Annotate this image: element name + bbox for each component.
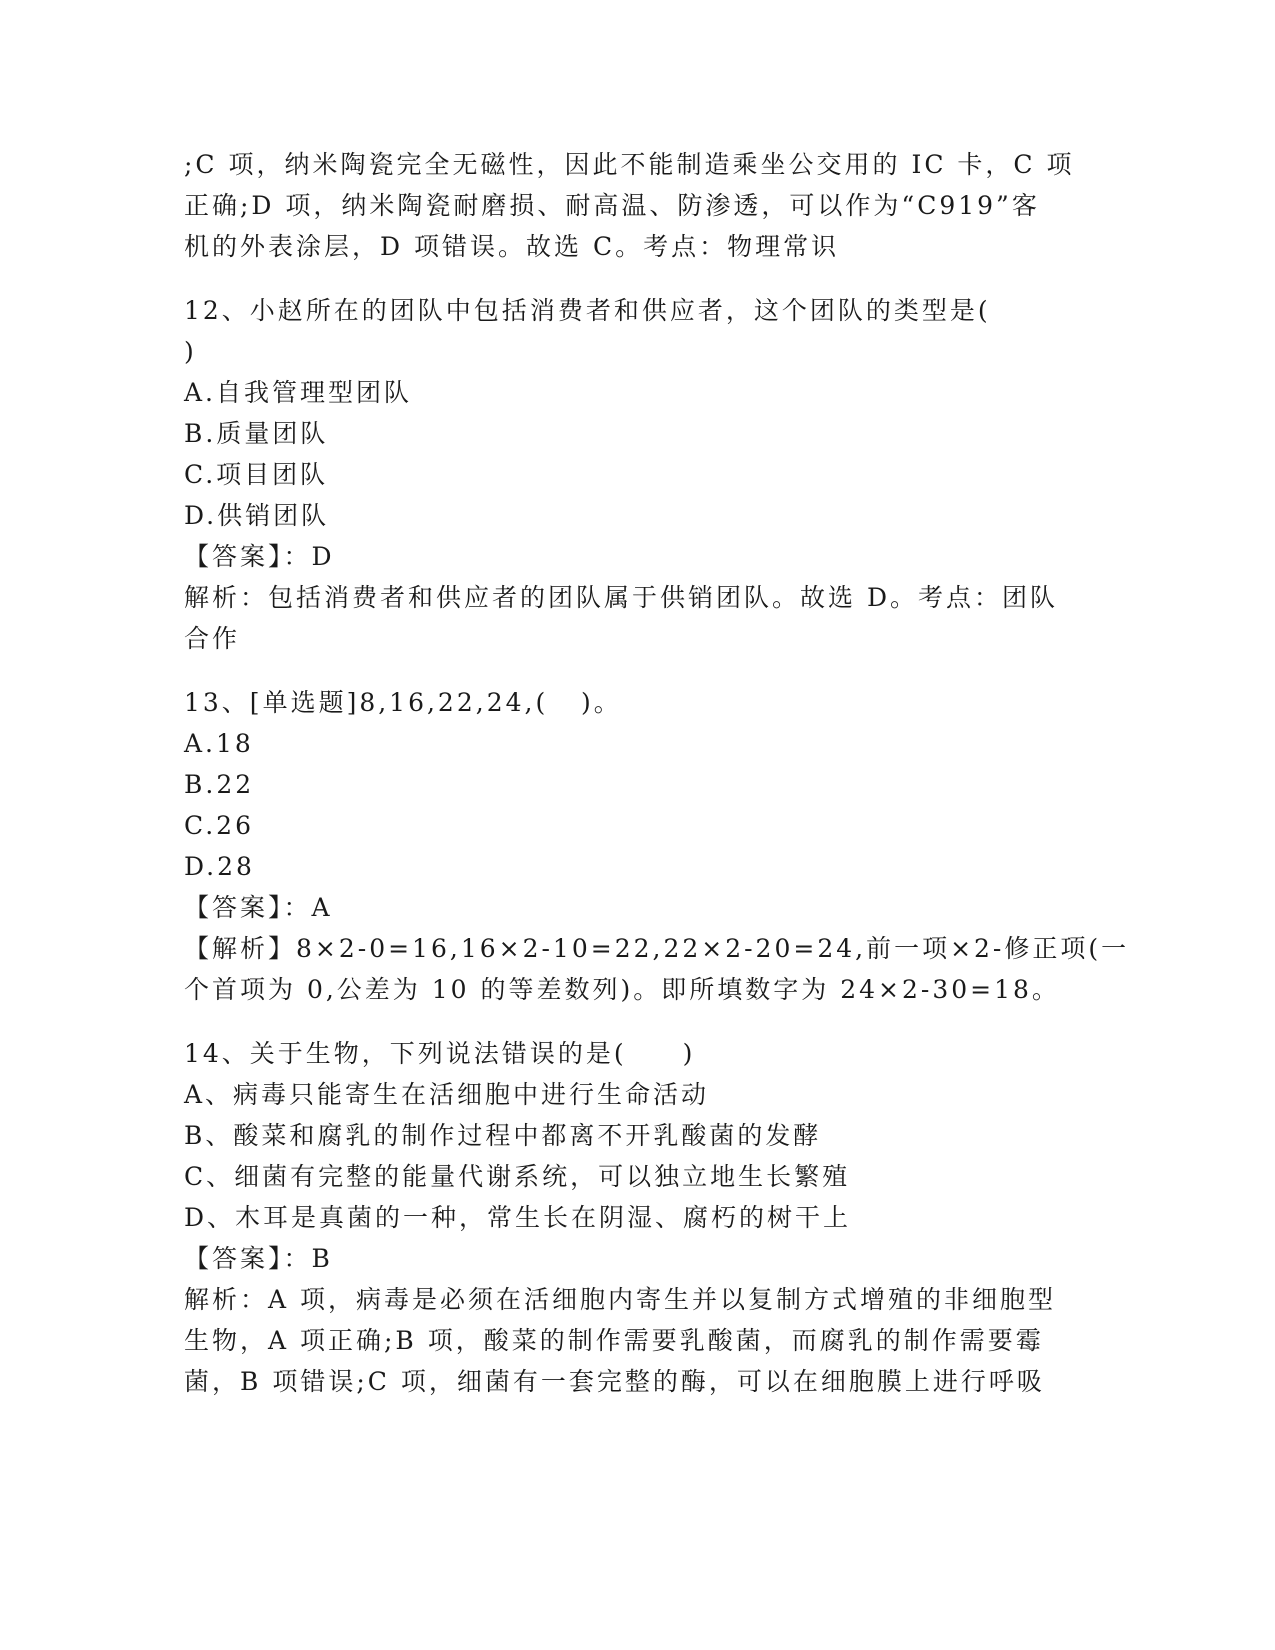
option-c: C.项目团队 <box>184 460 329 489</box>
explanation-line: 菌，B 项错误;C 项，细菌有一套完整的酶，可以在细胞膜上进行呼吸 <box>184 1367 1045 1396</box>
spacer <box>184 659 1084 682</box>
question-stem: 13、[单选题]8,16,22,24,( )。 <box>184 688 622 717</box>
option-b: B、酸菜和腐乳的制作过程中都离不开乳酸菌的发酵 <box>184 1121 822 1150</box>
option-a: A、病毒只能寄生在活细胞中进行生命活动 <box>184 1080 710 1109</box>
answer-line: 【答案】：B <box>184 1244 333 1273</box>
option-b: B.质量团队 <box>184 419 329 448</box>
option-d: D.供销团队 <box>184 501 330 530</box>
spacer <box>184 267 1084 290</box>
question-stem: ) <box>184 337 197 366</box>
explanation-line: 【解析】8×2-0=16,16×2-10=22,22×2-20=24,前一项×2-修正项(一 <box>184 934 1130 963</box>
option-c: C、细菌有完整的能量代谢系统，可以独立地生长繁殖 <box>184 1162 851 1191</box>
explanation-line: 解析：包括消费者和供应者的团队属于供销团队。故选 D。考点：团队 <box>184 583 1058 612</box>
explanation-line: 生物，A 项正确;B 项，酸菜的制作需要乳酸菌，而腐乳的制作需要霉 <box>184 1326 1044 1355</box>
question-stem: 14、关于生物，下列说法错误的是( ) <box>184 1039 696 1068</box>
text-line: 机的外表涂层，D 项错误。故选 C。考点：物理常识 <box>184 232 840 261</box>
explanation-line: 解析：A 项，病毒是必须在活细胞内寄生并以复制方式增殖的非细胞型 <box>184 1285 1057 1314</box>
document-page <box>184 144 1130 1402</box>
option-d: D.28 <box>184 852 255 881</box>
answer-line: 【答案】：D <box>184 542 335 571</box>
spacer <box>184 1010 1084 1033</box>
previous-explanation <box>184 144 1084 267</box>
explanation-line: 个首项为 0,公差为 10 的等差数列)。即所填数字为 24×2-30=18。 <box>184 975 1060 1004</box>
question-12 <box>184 290 1084 659</box>
text-line: ;C 项，纳米陶瓷完全无磁性，因此不能制造乘坐公交用的 IC 卡，C 项 <box>184 150 1075 179</box>
option-b: B.22 <box>184 770 255 799</box>
option-a: A.自我管理型团队 <box>184 378 413 407</box>
explanation-line: 合作 <box>184 624 241 653</box>
option-c: C.26 <box>184 811 254 840</box>
question-14 <box>184 1033 1084 1402</box>
option-d: D、木耳是真菌的一种，常生长在阴湿、腐朽的树干上 <box>184 1203 852 1232</box>
answer-line: 【答案】：A <box>184 893 333 922</box>
text-line: 正确;D 项，纳米陶瓷耐磨损、耐高温、防渗透，可以作为“C919”客 <box>184 191 1040 220</box>
question-13 <box>184 682 1130 1010</box>
question-stem: 12、小赵所在的团队中包括消费者和供应者，这个团队的类型是( <box>184 296 991 325</box>
option-a: A.18 <box>184 729 254 758</box>
